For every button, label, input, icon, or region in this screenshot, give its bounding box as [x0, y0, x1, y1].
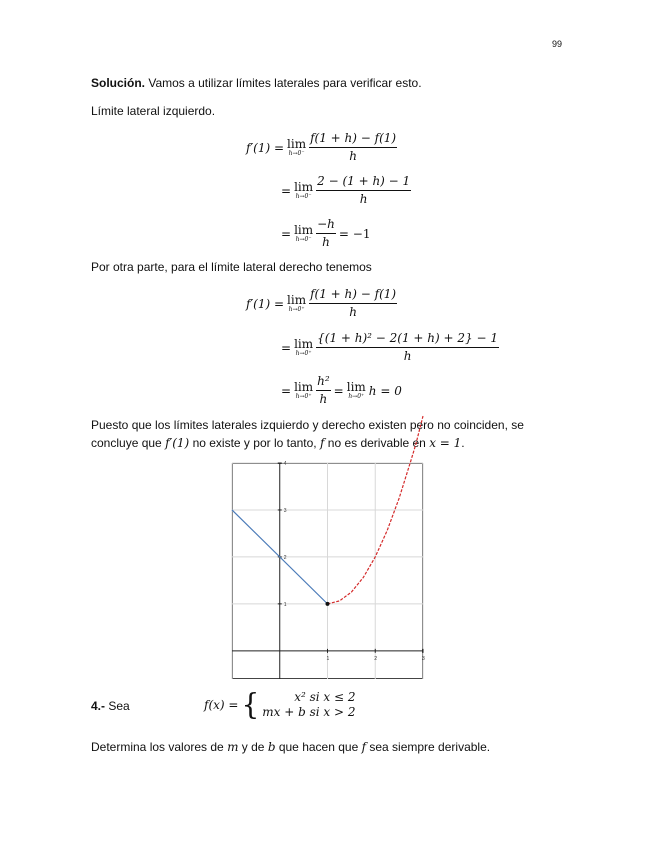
left-eq-frac2: $\frac{2 - (1 + h) - 1}{h}$ — [317, 174, 411, 206]
left-eq-eq2: = — [281, 183, 292, 198]
left-eq-line1 — [246, 131, 397, 164]
left-eq-line3 — [281, 217, 370, 250]
x-tick-label-2: 2 — [374, 655, 378, 662]
conclusion-line1: Puesto que los límites laterales izquierdo y derecho existen pero no coinciden, se — [91, 418, 524, 432]
x-tick-label-3: 3 — [422, 655, 425, 662]
right-eq-lhs: f′(1) = — [246, 296, 285, 311]
problem4-number: 4.- — [91, 699, 106, 713]
right-eq-lim1: lim h→0⁺ — [287, 293, 307, 313]
left-eq-lim1: lim h→0⁻ — [287, 137, 307, 157]
y-tick-label-2: 2 — [283, 554, 287, 561]
junction-point — [326, 602, 330, 606]
right-eq-lim4: lim h→0⁺ — [346, 380, 366, 400]
solution-text: Vamos a utilizar límites laterales para verificar esto. — [145, 76, 422, 90]
problem4-fx: f(x) = — [204, 698, 239, 712]
solution-label: Solución. — [91, 76, 145, 90]
left-limit-title: Límite lateral izquierdo. — [91, 104, 216, 118]
left-eq-lim3: lim h→0⁻ — [294, 223, 314, 243]
right-eq-frac1: $\frac{f(1 + h) - f(1)}{h}$ — [310, 287, 397, 319]
right-eq-eq2: = — [281, 340, 292, 355]
right-eq-line1 — [246, 287, 397, 320]
problem4-case2: mx + b si x > 2 — [262, 705, 356, 719]
problem4-label — [91, 699, 130, 713]
right-eq-frac2: $\frac{\text{\{(1 + h)² − 2(1 + h) + 2\} − 1}}{h}$ — [317, 331, 498, 363]
conclusion-line2: concluye que f′(1) no existe y por lo tanto, f no es derivable en x = 1. — [91, 436, 465, 450]
right-eq-line2 — [281, 331, 499, 364]
left-eq-frac1: $\frac{f(1 + h) - f(1)}{h}$ — [310, 131, 397, 163]
problem4-brace: { — [241, 687, 260, 722]
problem4-case1: x² si x ≤ 2 — [294, 690, 356, 704]
left-eq-lim2: lim h→0⁻ — [294, 180, 314, 200]
right-eq-mid: = — [333, 383, 344, 398]
right-eq-eq3: = — [281, 383, 292, 398]
right-eq-line3 — [281, 374, 402, 407]
x-tick-label-1: 1 — [326, 655, 330, 662]
y-tick-label-3: 3 — [283, 507, 287, 514]
final-question: Determina los valores de m y de b que hacen que f sea siempre derivable. — [91, 740, 491, 754]
right-eq-lim2: lim h→0⁺ — [294, 337, 314, 357]
function-graph — [232, 463, 423, 679]
left-eq-eq3: = — [281, 226, 292, 241]
problem4-sea: Sea — [105, 699, 130, 713]
problem4-definition — [204, 687, 356, 722]
right-limit-title: Por otra parte, para el límite lateral derecho tenemos — [91, 260, 372, 274]
y-tick-label-1: 1 — [283, 601, 287, 608]
right-eq-lim3: lim h→0⁺ — [294, 380, 314, 400]
y-tick-label-4: 4 — [283, 461, 287, 467]
page-number: 99 — [552, 39, 563, 49]
solution-intro — [91, 76, 422, 90]
right-eq-tail: h = 0 — [368, 383, 402, 398]
left-eq-line2 — [281, 174, 411, 207]
left-eq-frac3: $\frac{-h}{h}$ — [317, 217, 335, 249]
left-eq-result: = −1 — [338, 226, 371, 241]
left-eq-lhs: f′(1) = — [246, 140, 285, 155]
problem4-cases — [262, 690, 355, 720]
right-eq-frac3: $\frac{\text{h²}}{h}$ — [317, 374, 330, 406]
